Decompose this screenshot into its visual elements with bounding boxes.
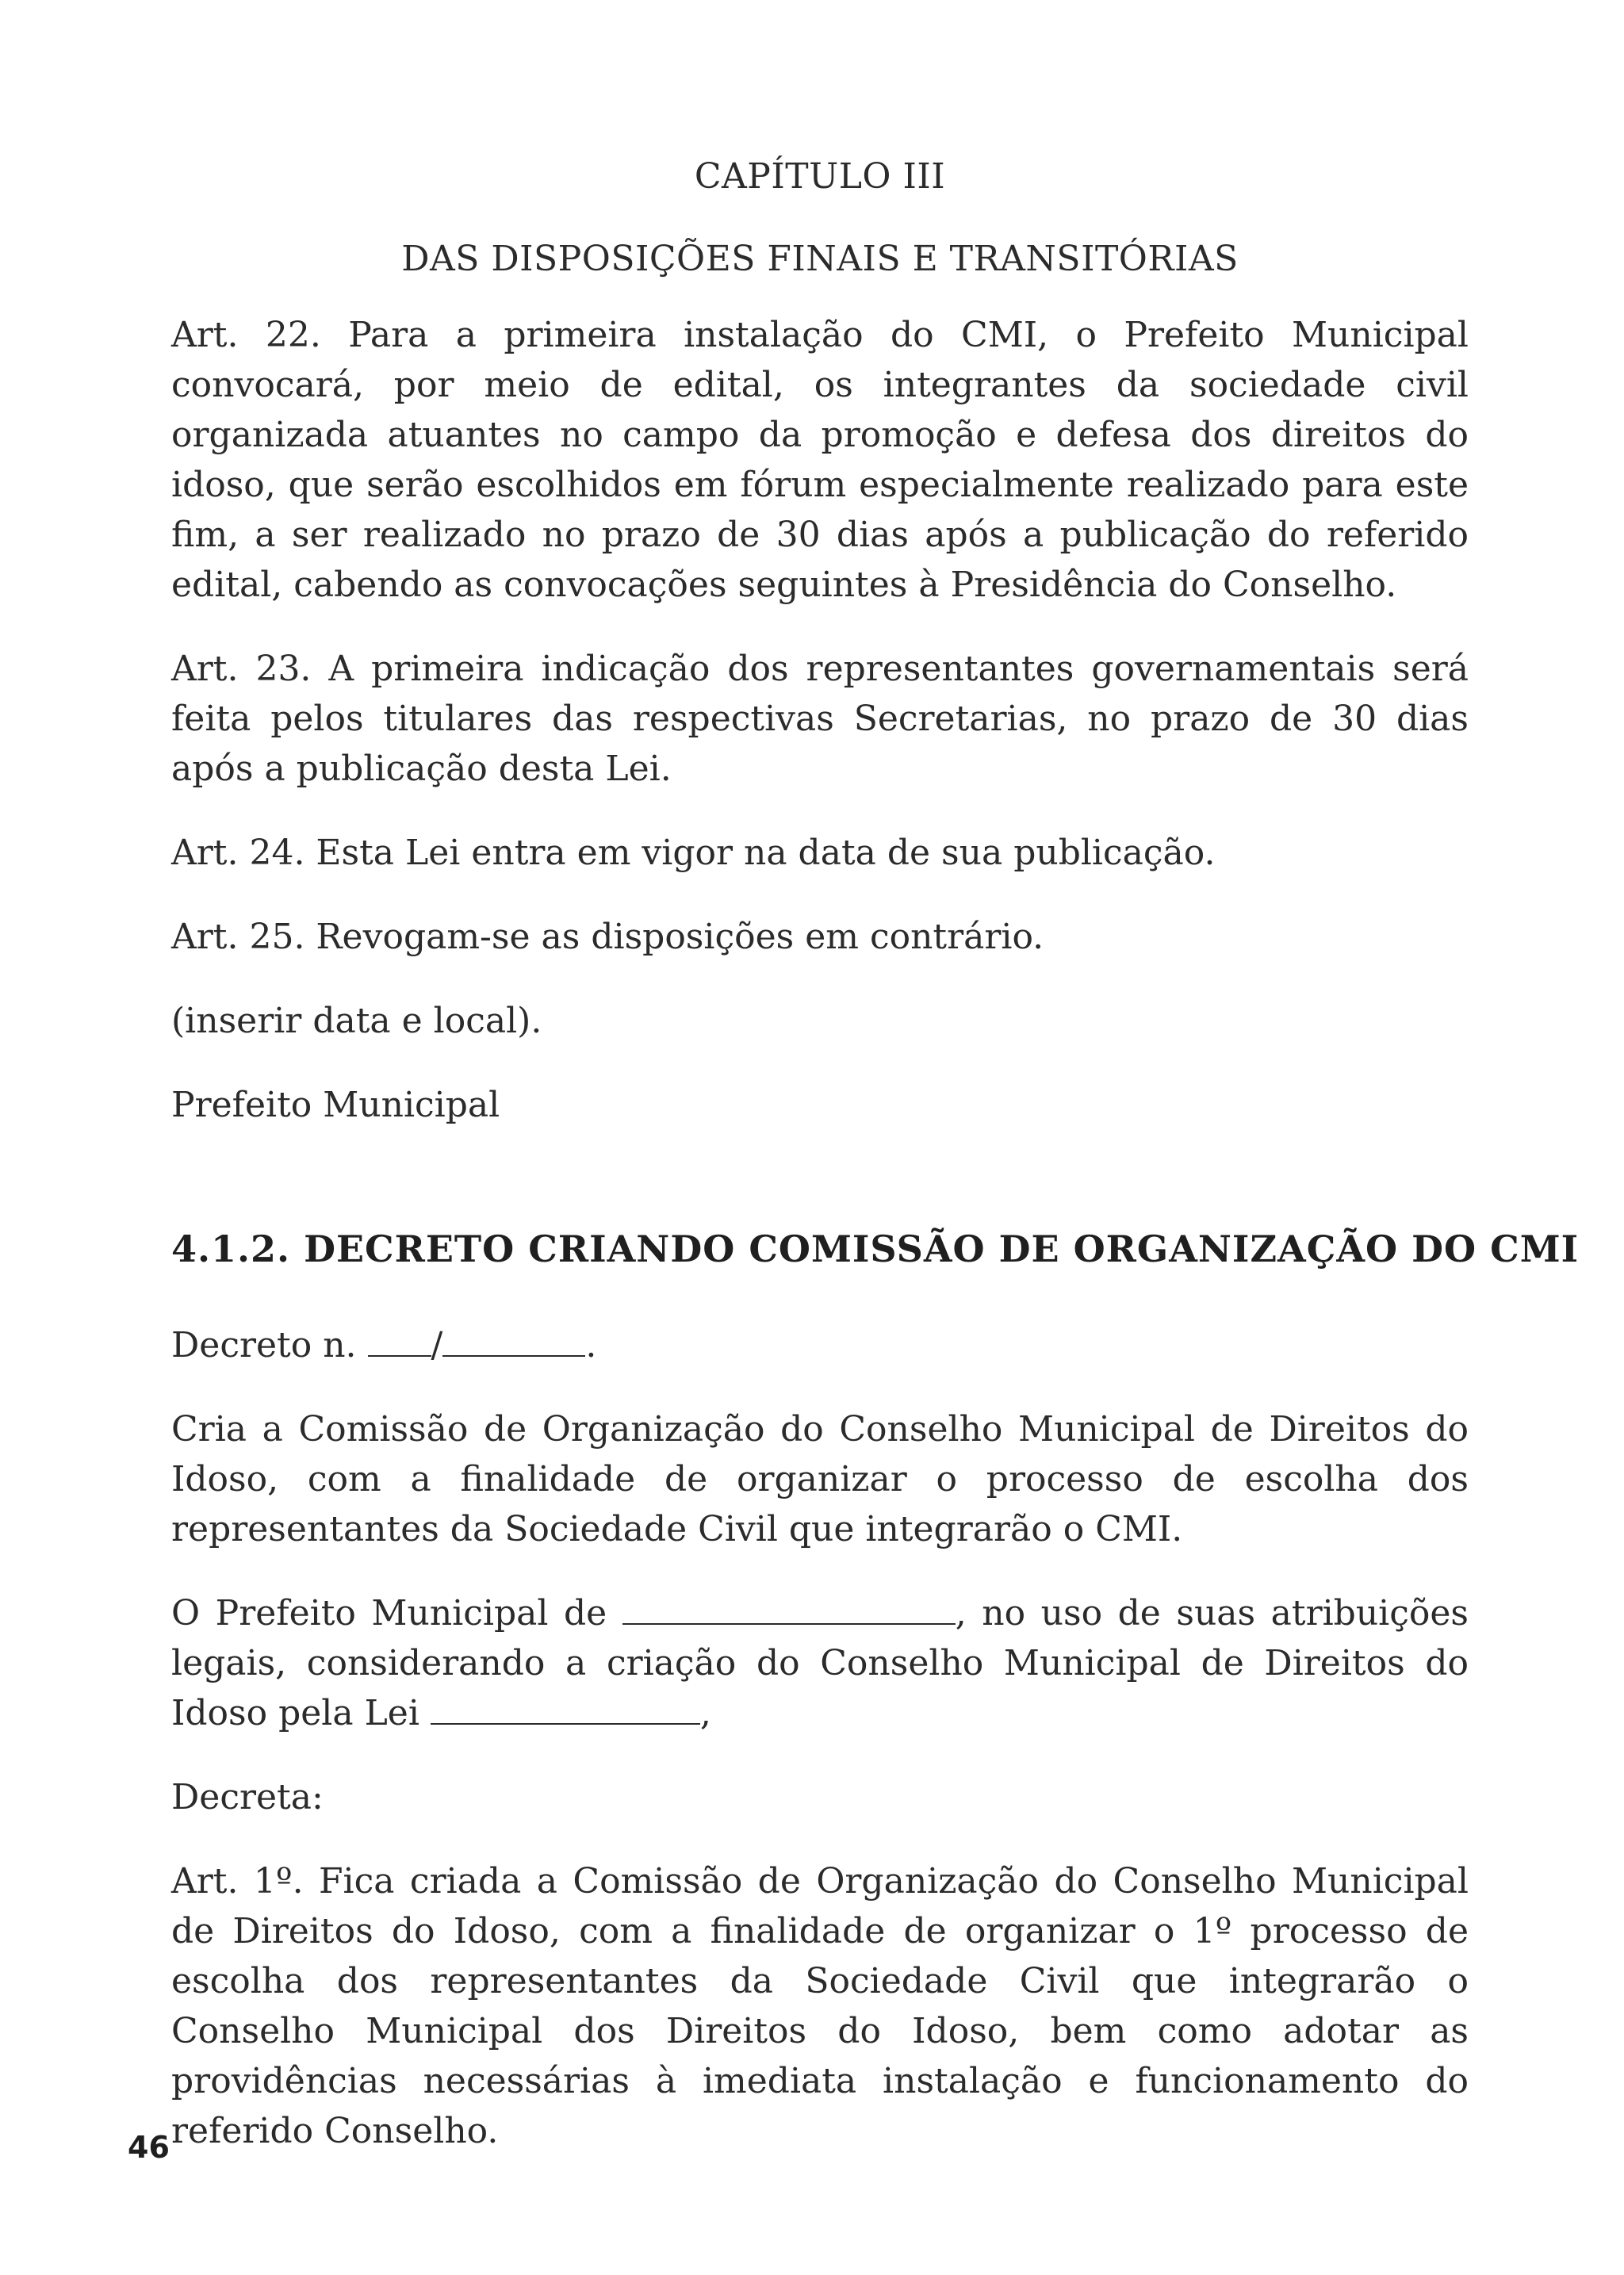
signature-line: Prefeito Municipal [171,1085,500,1125]
preamble-part-1: O Prefeito Municipal de [171,1593,622,1633]
chapter-title: DAS DISPOSIÇÕES FINAIS E TRANSITÓRIAS [401,239,1239,279]
article-24: Art. 24. Esta Lei entra em vigor na data de sua publicação. [171,833,1216,873]
document-page [171,155,1580,2190]
decree-article-1: Art. 1º. Fica criada a Comissão de Organização do Conselho Municipal de Direitos do Idoso, com a finalidade de organizar o 1º processo de escolha dos representantes da Sociedade Civil que integrarão o Conselho Municipal dos Direitos do Idoso, bem como adotar as providências necessárias à imediata instalação e funcionamento do referido Conselho. [171,1861,1469,2151]
decree-year-blank [442,1323,585,1357]
decree-number-separator: / [431,1325,443,1365]
decreta-label: Decreta: [171,1777,324,1817]
decree-number [171,1320,1469,1370]
decree-number-suffix: . [585,1325,597,1365]
date-place-placeholder: (inserir data e local). [171,1001,542,1041]
article-22: Art. 22. Para a primeira instalação do CMI, o Prefeito Municipal convocará, por meio de edital, os integrantes da sociedade civil organizada atuantes no campo da promoção e defesa dos direitos do idoso, que serão escolhidos em fórum especialmente realizado para este fim, a ser realizado no prazo de 30 dias após a publicação do referido edital, cabendo as convocações seguintes à Presidência do Conselho. [171,315,1469,605]
article-23: Art. 23. A primeira indicação dos representantes governamentais será feita pelos titulares das respectivas Secretarias, no prazo de 30 dias após a publicação desta Lei. [171,649,1469,789]
preamble-part-3: , [699,1693,711,1733]
decree-summary: Cria a Comissão de Organização do Conselho Municipal de Direitos do Idoso, com a finalidade de organizar o processo de escolha dos representantes da Sociedade Civil que integrarão o CMI. [171,1409,1469,1549]
decree-number-blank [368,1323,431,1357]
section-heading: 4.1.2. DECRETO CRIANDO COMISSÃO DE ORGANIZAÇÃO DO CMI [171,1228,1580,1270]
page-number: 46 [128,2130,170,2165]
decree-preamble [171,1588,1469,1738]
chapter-number: CAPÍTULO III [694,156,946,197]
decree-number-prefix: Decreto n. [171,1325,368,1365]
preamble-part-2: , no uso de suas atribuições legais, considerando a criação do Conselho Municipal de Direitos do Idoso pela Lei [171,1593,1469,1733]
municipality-blank [622,1591,956,1625]
law-number-blank [431,1691,700,1725]
article-25: Art. 25. Revogam-se as disposições em contrário. [171,917,1044,957]
